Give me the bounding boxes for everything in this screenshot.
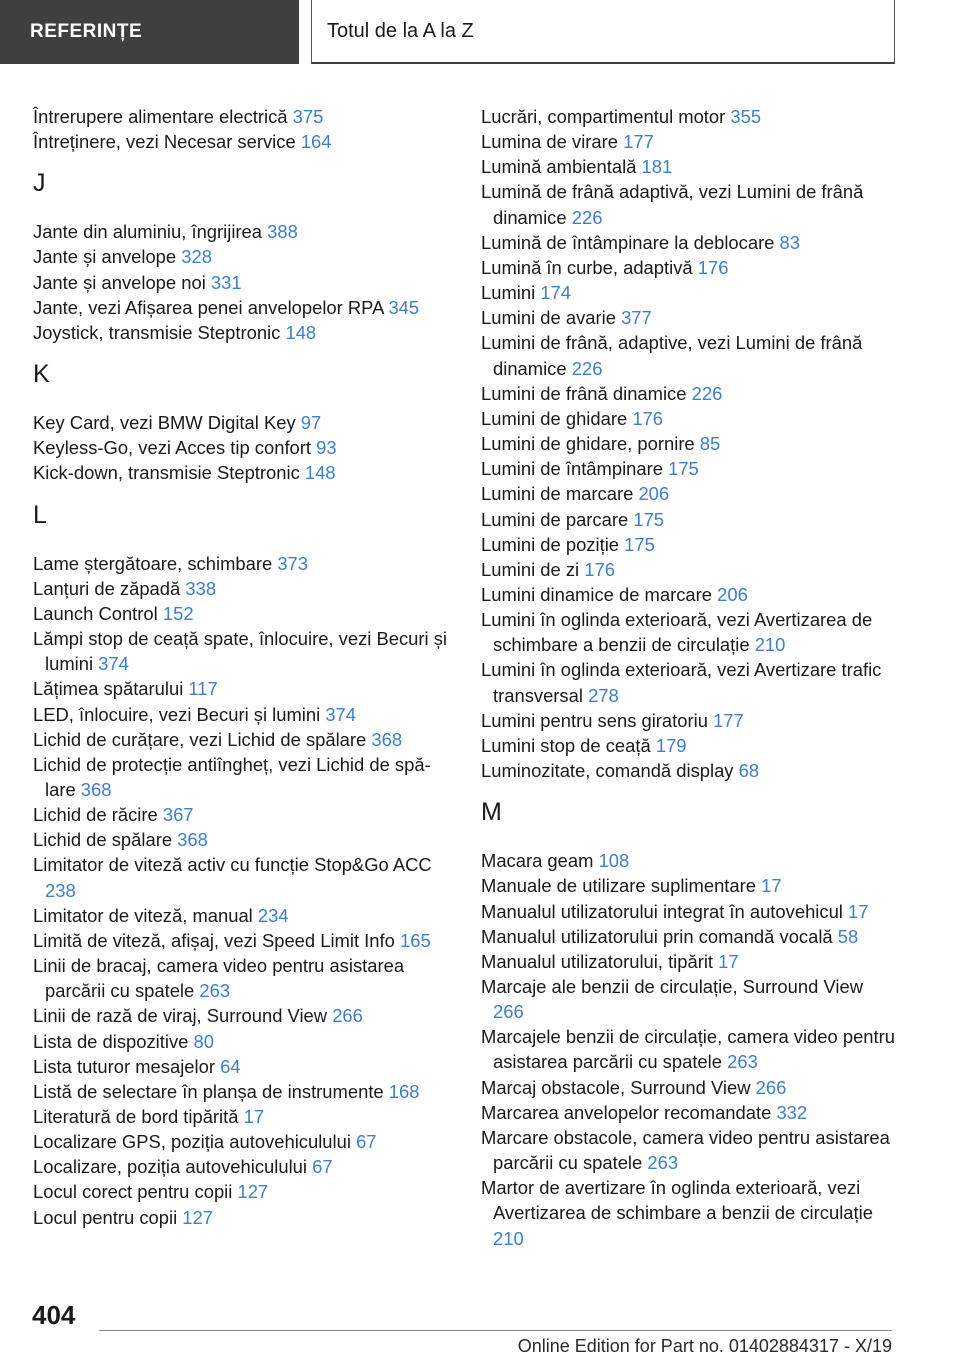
page-link[interactable]: 127 <box>182 1206 213 1228</box>
index-letter-heading: L <box>33 500 47 529</box>
entry-text: Lumini de ghidare, pornire <box>481 433 695 455</box>
index-entry <box>33 1029 448 1054</box>
page-link[interactable]: 368 <box>177 829 208 851</box>
entry-text: Întrerupere alimentare electrică <box>33 106 288 127</box>
page-link[interactable]: 266 <box>493 1001 524 1023</box>
entry-text: Lame ștergătoare, schimbare <box>33 552 273 574</box>
entry-text: Locul corect pentru copii <box>33 1181 233 1203</box>
page-link[interactable]: 176 <box>632 407 664 429</box>
entry-text: Linii de rază de viraj, Surround View <box>33 1005 328 1027</box>
chapter-title: Totul de la A la Z <box>311 0 895 64</box>
page-link[interactable]: 164 <box>300 131 332 153</box>
entry-text: Marcajele benzii de circulație, camera video pentru asistarea parcării cu spatele <box>481 1026 895 1073</box>
index-entry <box>481 733 896 758</box>
index-entry <box>481 431 896 456</box>
page-link[interactable]: 331 <box>210 271 242 293</box>
index-entry <box>481 532 896 557</box>
entry-text: Marcaje ale benzii de circulație, Surround View <box>481 976 863 997</box>
entry-text: Localizare GPS, poziția autovehiculului <box>33 1131 351 1153</box>
index-entry <box>481 924 896 949</box>
page-link[interactable]: 175 <box>633 508 665 530</box>
page-link[interactable]: 210 <box>754 634 786 656</box>
edition-text: Online Edition for Part no. 01402884317 - X/19 <box>517 1336 892 1356</box>
entry-text: Lumina de virare <box>481 131 618 153</box>
index-entry <box>33 1079 448 1104</box>
page-link[interactable]: 377 <box>621 307 652 329</box>
index-entry <box>481 582 896 607</box>
page-link[interactable]: 263 <box>727 1051 758 1073</box>
index-entry <box>33 104 448 129</box>
page-link[interactable]: 368 <box>371 728 403 750</box>
page-link[interactable]: 374 <box>325 703 357 725</box>
entry-text: Lumini de avarie <box>481 307 616 329</box>
entry-text: LED, înlocuire, vezi Becuri și lumini <box>33 703 321 725</box>
index-entry <box>481 179 896 229</box>
entry-text: Joystick, transmisie Steptronic <box>33 321 281 343</box>
index-entry <box>481 1175 896 1250</box>
footer-rule <box>99 1330 892 1331</box>
page-link[interactable]: 17 <box>761 875 782 897</box>
page-link[interactable]: 332 <box>776 1101 808 1123</box>
page-link[interactable]: 80 <box>193 1030 214 1052</box>
page-link[interactable]: 68 <box>738 760 760 782</box>
page-link[interactable]: 175 <box>624 533 655 555</box>
page-link[interactable]: 388 <box>267 221 298 243</box>
page-link[interactable]: 168 <box>388 1080 420 1102</box>
index-column-right <box>481 104 896 1251</box>
entry-text: Limitator de viteză, manual <box>33 904 253 926</box>
index-entry <box>33 676 448 701</box>
index-entry <box>481 899 896 924</box>
page-link[interactable]: 174 <box>540 282 571 304</box>
page-link[interactable]: 127 <box>237 1181 269 1203</box>
index-entry <box>33 953 448 1003</box>
index-letter-heading: J <box>33 169 46 198</box>
entry-text: Lichid de spălare <box>33 829 173 851</box>
index-entry <box>481 758 896 783</box>
entry-text: Lumini de zi <box>481 558 580 580</box>
entry-text: Jante, vezi Afișarea penei anvelopelor RPA <box>33 296 384 318</box>
index-entry <box>481 949 896 974</box>
entry-text: Manualul utilizatorului integrat în autovehicul <box>481 900 843 922</box>
index-entry <box>33 802 448 827</box>
index-entry <box>481 305 896 330</box>
index-entry <box>33 852 448 902</box>
index-entry <box>481 481 896 506</box>
section-tab: REFERINȚE <box>0 0 299 64</box>
index-entry <box>33 1003 448 1028</box>
entry-text: Limită de viteză, afișaj, vezi Speed Limit Info <box>33 929 395 951</box>
footer-edition <box>99 1336 892 1357</box>
page-link[interactable]: 67 <box>356 1131 377 1153</box>
entry-text: Luminozitate, comandă display <box>481 760 734 782</box>
index-entry <box>33 219 448 244</box>
index-entry <box>481 280 896 305</box>
page-header <box>0 0 960 66</box>
page-link[interactable]: 83 <box>779 231 801 253</box>
page-link[interactable]: 177 <box>713 709 744 731</box>
entry-text: Lichid de protecție antiîngheț, vezi Lichid de spălare <box>33 753 431 800</box>
index-entry <box>33 601 448 626</box>
entry-text: Listă de selectare în planșa de instrumente <box>33 1080 384 1102</box>
page-link[interactable]: 152 <box>162 602 194 624</box>
index-entry <box>481 154 896 179</box>
page-link[interactable]: 328 <box>181 246 212 268</box>
index-entry <box>33 702 448 727</box>
index-entry <box>481 406 896 431</box>
page-link[interactable]: 179 <box>655 734 687 756</box>
entry-text: Localizare, poziția autovehiculului <box>33 1156 307 1178</box>
entry-text: Lichid de curățare, vezi Lichid de spălare <box>33 728 367 750</box>
page-link[interactable]: 181 <box>641 156 673 178</box>
entry-text: Lumini de frână dinamice <box>481 382 687 404</box>
page-link[interactable]: 85 <box>699 433 721 455</box>
index-entry <box>33 576 448 601</box>
entry-text: Lucrări, compartimentul motor <box>481 106 726 127</box>
entry-text: Martor de avertizare în oglinda exterioară, vezi Avertizarea de schimbare a benzii de circulație <box>481 1177 873 1224</box>
page-link[interactable]: 64 <box>220 1055 241 1077</box>
page-link[interactable]: 165 <box>399 929 431 951</box>
index-entry <box>481 708 896 733</box>
page-link[interactable]: 17 <box>718 950 739 972</box>
index-entry <box>481 1100 896 1125</box>
entry-text: Marcare obstacole, camera video pentru asistarea parcării cu spatele <box>481 1126 890 1174</box>
page-link[interactable]: 177 <box>623 131 654 153</box>
page-link[interactable]: 148 <box>304 462 336 484</box>
entry-text: Limitator de viteză activ cu funcție Stop&Go ACC <box>33 854 432 876</box>
index-entry <box>33 903 448 928</box>
entry-text: Lumină în curbe, adaptivă <box>481 256 693 278</box>
index-entry <box>33 827 448 852</box>
index-entry <box>33 460 448 485</box>
entry-text: Linii de bracaj, camera video pentru asistarea parcării cu spatele <box>33 955 405 1002</box>
index-entry <box>481 1024 896 1074</box>
entry-text: Lumini de frână, adaptive, vezi Lumini de frână dinamice <box>481 332 863 379</box>
page-link[interactable]: 58 <box>837 925 859 947</box>
entry-text: Lista tuturor mesajelor <box>33 1055 215 1077</box>
entry-text: Jante și anvelope <box>33 246 177 268</box>
entry-text: Jante și anvelope noi <box>33 271 206 293</box>
entry-text: Manualul utilizatorului prin comandă vocală <box>481 925 833 947</box>
index-entry <box>33 928 448 953</box>
index-entry <box>481 848 896 873</box>
entry-text: Lumini stop de ceață <box>481 734 651 756</box>
index-entry <box>481 657 896 707</box>
page-link[interactable]: 176 <box>697 256 729 278</box>
entry-text: Lumini de întâmpinare <box>481 458 663 480</box>
index-entry <box>481 1075 896 1100</box>
index-entry <box>33 1179 448 1204</box>
index-entry <box>481 330 896 380</box>
index-entry <box>33 626 448 676</box>
index-entry <box>481 104 896 129</box>
page-link[interactable]: 17 <box>848 900 869 922</box>
index-letter-heading: M <box>481 798 502 827</box>
entry-text: Keyless-Go, vezi Acces tip confort <box>33 437 312 459</box>
entry-text: Marcaj obstacole, Surround View <box>481 1076 751 1098</box>
entry-text: Lumini de poziție <box>481 533 620 555</box>
index-entry <box>481 381 896 406</box>
index-entry <box>33 270 448 295</box>
page-link[interactable]: 148 <box>285 321 317 343</box>
index-entry <box>33 244 448 269</box>
entry-text: Lumină de frână adaptivă, vezi Lumini de frână dinamice <box>481 181 864 228</box>
page-link[interactable]: 206 <box>717 583 748 605</box>
entry-text: Lumini de ghidare <box>481 407 628 429</box>
entry-text: Lumini în oglinda exterioară, vezi Avertizarea de schimbare a benzii de circulație <box>481 609 873 656</box>
index-entry <box>33 1104 448 1129</box>
entry-text: Lumini <box>481 282 536 304</box>
entry-text: Launch Control <box>33 602 158 624</box>
entry-text: Kick-down, transmisie Steptronic <box>33 462 300 484</box>
index-letter-heading: K <box>33 360 50 389</box>
page-link[interactable]: 266 <box>332 1005 363 1027</box>
page-link[interactable]: 373 <box>277 552 309 574</box>
page-link[interactable]: 234 <box>257 904 289 926</box>
page-link[interactable]: 175 <box>668 458 699 480</box>
page-link[interactable]: 278 <box>588 684 619 706</box>
page-link[interactable]: 368 <box>80 778 112 800</box>
entry-text: Manualul utilizatorului, tipărit <box>481 950 714 972</box>
page-link[interactable]: 345 <box>388 296 420 318</box>
entry-text: Locul pentru copii <box>33 1206 178 1228</box>
index-entry <box>481 230 896 255</box>
entry-text: Marcarea anvelopelor recomandate <box>481 1101 772 1123</box>
entry-text: Lumini dinamice de marcare <box>481 583 713 605</box>
index-entry <box>481 507 896 532</box>
index-entry <box>33 129 448 154</box>
index-entry <box>481 873 896 898</box>
page-link[interactable]: 338 <box>185 577 217 599</box>
index-entry <box>33 1129 448 1154</box>
index-entry <box>33 320 448 345</box>
page-link[interactable]: 97 <box>300 412 322 434</box>
index-column-left <box>33 104 448 1230</box>
entry-text: Lumini în oglinda exterioară, vezi Avertizare trafic transversal <box>481 659 882 706</box>
entry-text: Literatură de bord tipărită <box>33 1106 239 1127</box>
index-entry <box>33 435 448 460</box>
entry-text: Lumină de întâmpinare la deblocare <box>481 231 775 253</box>
entry-text: Macara geam <box>481 850 594 872</box>
index-entry <box>481 557 896 582</box>
page-link[interactable]: 93 <box>316 437 337 459</box>
page-link[interactable]: 210 <box>493 1227 524 1249</box>
page-link[interactable]: 17 <box>243 1106 265 1127</box>
page-link[interactable]: 367 <box>162 804 194 826</box>
page-link[interactable]: 226 <box>691 382 723 404</box>
index-entry <box>33 1054 448 1079</box>
index-entry <box>33 1205 448 1230</box>
page-link[interactable]: 238 <box>45 879 76 901</box>
page-number: 404 <box>32 1300 76 1330</box>
page-link[interactable]: 117 <box>188 678 218 700</box>
page-link[interactable]: 375 <box>292 106 324 127</box>
entry-text: Manuale de utilizare suplimentare <box>481 875 756 897</box>
page-link[interactable]: 206 <box>638 483 670 505</box>
page-link[interactable]: 226 <box>571 357 603 379</box>
entry-text: Lanțuri de zăpadă <box>33 577 181 599</box>
index-entry <box>33 551 448 576</box>
entry-text: Lichid de răcire <box>33 804 158 826</box>
entry-text: Întreținere, vezi Necesar service <box>33 131 296 153</box>
index-entry <box>481 255 896 280</box>
entry-text: Lumini de marcare <box>481 483 634 505</box>
entry-text: Key Card, vezi BMW Digital Key <box>33 412 296 434</box>
page-link[interactable]: 263 <box>647 1152 679 1174</box>
index-entry <box>481 129 896 154</box>
index-entry <box>481 1125 896 1175</box>
page-link[interactable]: 263 <box>199 980 231 1002</box>
page-link[interactable]: 266 <box>755 1076 787 1098</box>
index-entry <box>33 727 448 752</box>
entry-text: Lista de dispozitive <box>33 1030 189 1052</box>
entry-text: Jante din aluminiu, îngrijirea <box>33 221 262 243</box>
entry-text: Lămpi stop de ceață spate, înlocuire, vezi Becuri și lumini <box>33 628 448 675</box>
entry-text: Lumină ambientală <box>481 156 637 178</box>
entry-text: Lățimea spătarului <box>33 678 184 700</box>
entry-text: Lumini de parcare <box>481 508 629 530</box>
page-link[interactable]: 226 <box>571 206 603 228</box>
page-link[interactable]: 176 <box>584 558 615 580</box>
page-link[interactable]: 108 <box>598 850 630 872</box>
page-link[interactable]: 374 <box>98 653 129 675</box>
entry-text: Lumini pentru sens giratoriu <box>481 709 708 731</box>
index-entry <box>33 1154 448 1179</box>
page-link[interactable]: 355 <box>730 106 762 127</box>
index-entry <box>33 410 448 435</box>
index-entry <box>33 295 448 320</box>
page-link[interactable]: 67 <box>312 1156 333 1178</box>
index-entry <box>481 456 896 481</box>
index-entry <box>33 752 448 802</box>
index-entry <box>481 974 896 1024</box>
index-entry <box>481 607 896 657</box>
